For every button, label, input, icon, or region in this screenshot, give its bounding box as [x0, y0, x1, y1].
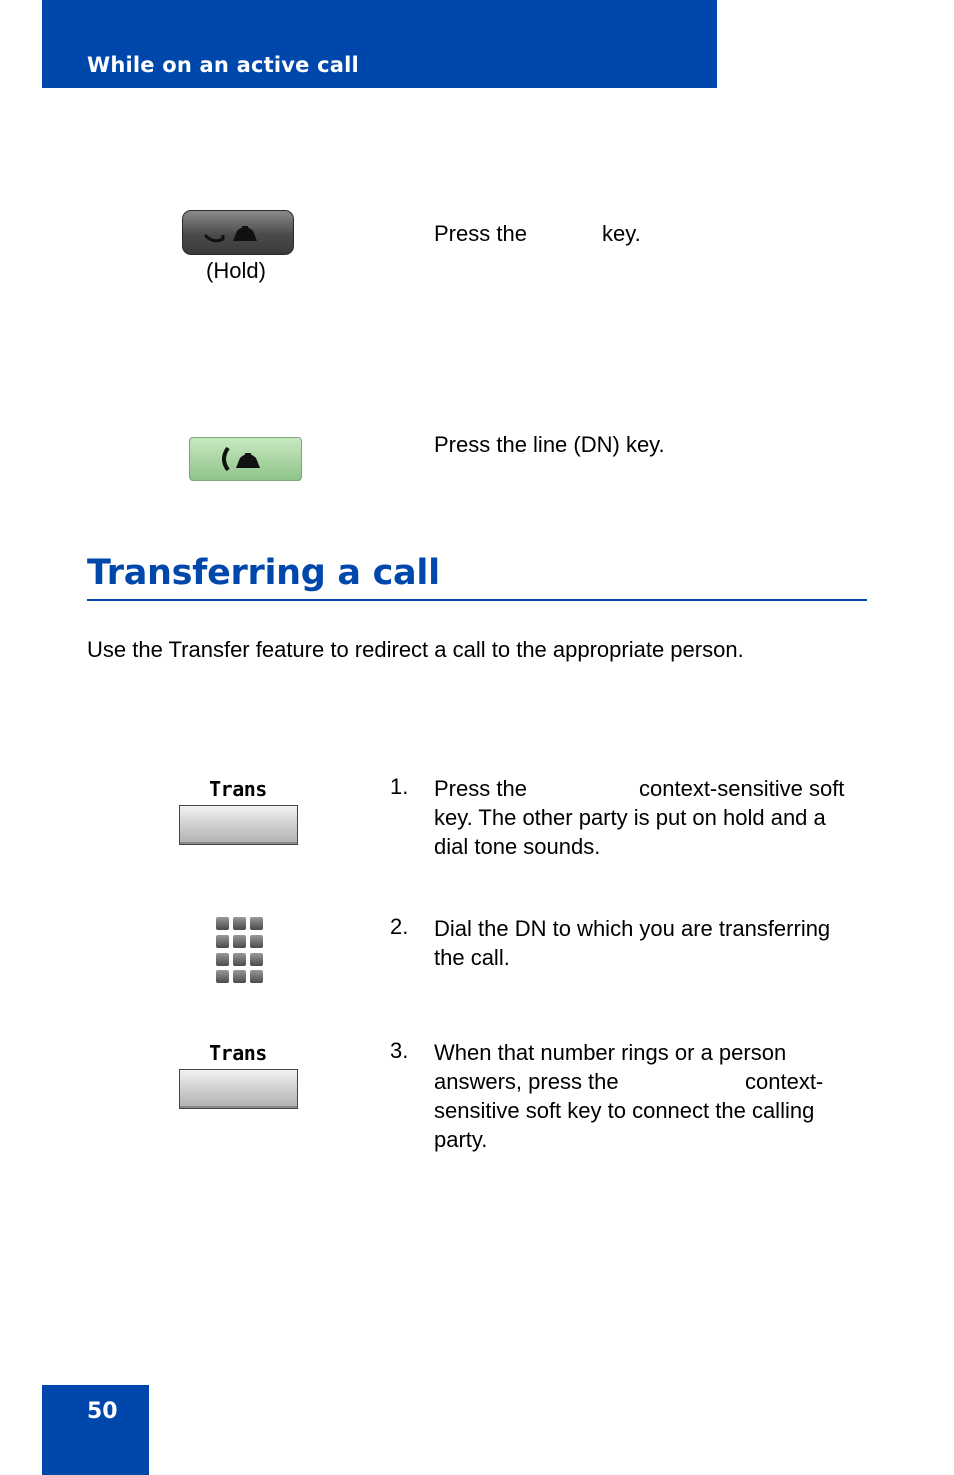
step-1-line-3: dial tone sounds. [434, 834, 601, 859]
section-divider [87, 599, 867, 601]
hold-instruction-end: key. [602, 221, 641, 246]
step-3-line-2a: answers, press the [434, 1069, 619, 1094]
step-1-line-1b: context-sensitive soft [639, 776, 845, 801]
hold-instruction-start: Press the [434, 221, 527, 246]
step-3-text [434, 1038, 866, 1154]
running-header: While on an active call [87, 53, 359, 77]
trans-softkey-icon [179, 805, 298, 845]
step-1-number: 1. [390, 774, 409, 799]
line-dn-key-icon [189, 437, 302, 481]
trans-softkey-icon-2 [179, 1069, 298, 1109]
page-number: 50 [87, 1399, 118, 1424]
step-2-line-2: the call. [434, 945, 510, 970]
step-1-text [434, 774, 866, 861]
step-3-line-2b: context- [745, 1069, 824, 1094]
step-3-line-1: When that number rings or a person [434, 1040, 787, 1065]
step-1-line-2: key. The other party is put on hold and a [434, 805, 826, 830]
step-3-number: 3. [390, 1038, 409, 1063]
hold-key-icon [182, 210, 294, 255]
dialpad-icon [216, 917, 264, 983]
step-2-text [434, 914, 866, 972]
step-3-line-3: sensitive soft key to connect the calling [434, 1098, 815, 1123]
page-number-box [42, 1385, 149, 1475]
step-2-number: 2. [390, 914, 409, 939]
trans-softkey-label-2: Trans [209, 1041, 267, 1065]
line-key-instruction: Press the line (DN) key. [434, 432, 665, 457]
step-2-line-1: Dial the DN to which you are transferring [434, 916, 831, 941]
step-3-line-4: party. [434, 1127, 488, 1152]
step-1-line-1a: Press the [434, 776, 527, 801]
hold-key-label: (Hold) [206, 258, 266, 283]
trans-softkey-label: Trans [209, 777, 267, 801]
section-intro: Use the Transfer feature to redirect a call to the appropriate person. [87, 637, 744, 662]
header-bar [42, 0, 717, 88]
section-title: Transferring a call [87, 553, 440, 593]
